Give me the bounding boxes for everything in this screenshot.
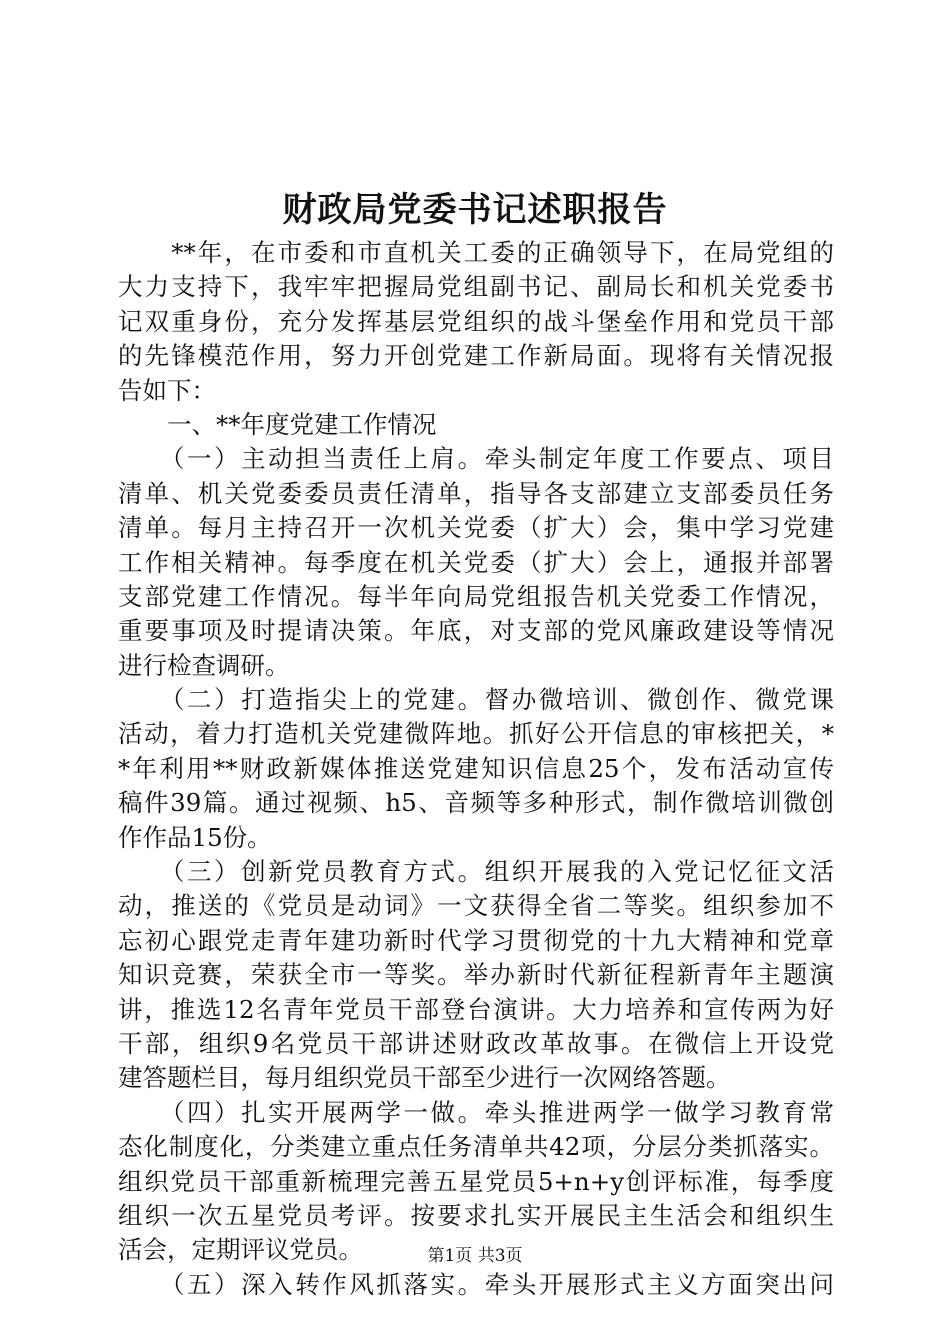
text-line: 清单。每月主持召开一次机关党委（扩大）会，集中学习党建	[118, 513, 834, 543]
text-line: 组织党员干部重新梳理完善五星党员5+n+y创评标准，每季度	[118, 1166, 834, 1196]
text-line: 记双重身份，充分发挥基层党组织的战斗堡垒作用和党员干部	[118, 306, 834, 336]
text-line: 作作品15份。	[118, 822, 272, 852]
text-line: （四）扎实开展两学一做。牵头推进两学一做学习教育常	[118, 1097, 834, 1127]
page-footer: 第1页 共3页	[427, 1246, 523, 1266]
text-line: *年利用**财政新媒体推送党建知识信息25个，发布活动宣传	[118, 753, 834, 783]
text-line: 工作相关精神。每季度在机关党委（扩大）会上，通报并部署	[118, 547, 834, 577]
text-line: （二）打造指尖上的党建。督办微培训、微创作、微党课	[118, 685, 834, 715]
text-line: （一）主动担当责任上肩。牵头制定年度工作要点、项目	[118, 444, 834, 474]
text-line: 的先锋模范作用，努力开创党建工作新局面。现将有关情况报	[118, 341, 834, 371]
text-line: 干部，组织9名党员干部讲述财政改革故事。在微信上开设党	[118, 1028, 834, 1058]
text-line: 重要事项及时提请决策。年底，对支部的党风廉政建设等情况	[118, 616, 834, 646]
text-line: **年，在市委和市直机关工委的正确领导下，在局党组的	[118, 238, 834, 267]
text-line: 建答题栏目，每月组织党员干部至少进行一次网络答题。	[118, 1063, 731, 1093]
text-line: 动，推送的《党员是动词》一文获得全省二等奖。组织参加不	[118, 891, 834, 921]
text-line: 大力支持下，我牢牢把握局党组副书记、副局长和机关党委书	[118, 272, 834, 302]
text-line: 态化制度化，分类建立重点任务清单共42项，分层分类抓落实。	[118, 1132, 834, 1162]
text-line: （五）深入转作风抓落实。牵头开展形式主义方面突出问	[118, 1269, 834, 1299]
text-line: 知识竞赛，荣获全市一等奖。举办新时代新征程新青年主题演	[118, 960, 834, 990]
text-line: 忘初心跟党走青年建功新时代学习贯彻党的十九大精神和党章	[118, 925, 834, 955]
document-title: 财政局党委书记述职报告	[282, 190, 668, 230]
text-line: 活动，着力打造机关党建微阵地。抓好公开信息的审核把关，*	[118, 719, 834, 749]
text-line: 一、**年度党建工作情况	[118, 409, 437, 439]
text-line: （三）创新党员教育方式。组织开展我的入党记忆征文活	[118, 857, 834, 887]
text-line: 进行检查调研。	[118, 650, 290, 680]
text-line: 支部党建工作情况。每半年向局党组报告机关党委工作情况，	[118, 581, 834, 611]
text-line: 清单、机关党委委员责任清单，指导各支部建立支部委员任务	[118, 478, 834, 508]
text-line: 活会，定期评议党员。	[118, 1235, 363, 1265]
text-line: 告如下：	[118, 375, 216, 405]
text-line: 讲，推选12名青年党员干部登台演讲。大力培养和宣传两为好	[118, 994, 834, 1024]
text-line: 组织一次五星党员考评。按要求扎实开展民主生活会和组织生	[118, 1200, 834, 1230]
document-body	[118, 236, 834, 1302]
text-line: 稿件39篇。通过视频、h5、音频等多种形式，制作微培训微创	[118, 788, 834, 818]
